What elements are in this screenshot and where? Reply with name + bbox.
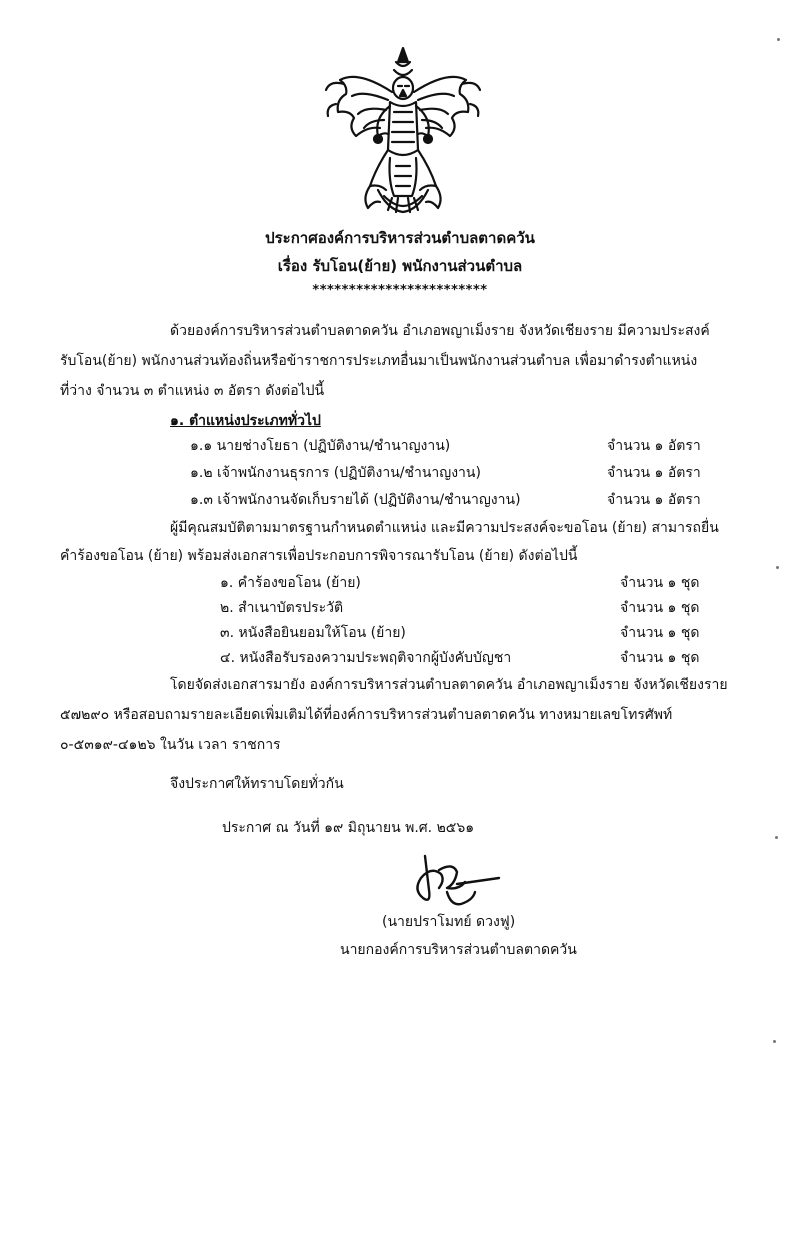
closing-statement: จึงประกาศให้ทราบโดยทั่วกัน xyxy=(170,776,344,792)
position-count: จำนวน ๑ อัตรา xyxy=(607,438,701,454)
announcement-subject: เรื่อง รับโอน(ย้าย) พนักงานส่วนตำบล xyxy=(277,257,523,275)
position-label: ๑.๒ เจ้าพนักงานธุรการ (ปฏิบัติงาน/ชำนาญงาน) xyxy=(190,465,481,481)
document-count: จำนวน ๑ ชุด xyxy=(620,600,700,616)
document-label: ๑. คำร้องขอโอน (ย้าย) xyxy=(220,575,361,591)
position-label: ๑.๑ นายช่างโยธา (ปฏิบัติงาน/ชำนาญงาน) xyxy=(190,438,451,454)
divider-stars: ************************ xyxy=(312,283,488,298)
document-label: ๓. หนังสือยินยอมให้โอน (ย้าย) xyxy=(220,625,406,641)
submission-line-2: ๕๗๒๙๐ หรือสอบถามรายละเอียดเพิ่มเติมได้ที่องค์การบริหารส่วนตำบลตาดควัน ทางหมายเลขโทรศัพท์ xyxy=(60,707,673,723)
position-count: จำนวน ๑ อัตรา xyxy=(607,465,701,481)
document-count: จำนวน ๑ ชุด xyxy=(620,625,700,641)
intro-line-3: ที่ว่าง จำนวน ๓ ตำแหน่ง ๓ อัตรา ดังต่อไปนี้ xyxy=(60,383,325,399)
position-count: จำนวน ๑ อัตรา xyxy=(607,492,701,508)
scan-speck xyxy=(776,566,779,569)
signatory-title: นายกองค์การบริหารส่วนตำบลตาดควัน xyxy=(340,942,577,958)
signature-mark xyxy=(395,848,505,918)
announcement-title: ประกาศองค์การบริหารส่วนตำบลตาดควัน xyxy=(265,229,535,247)
submission-line-1: โดยจัดส่งเอกสารมายัง องค์การบริหารส่วนตำบลตาดควัน อำเภอพญาเม็งราย จังหวัดเชียงราย xyxy=(170,677,728,693)
submission-line-3: ๐-๕๓๑๙-๔๑๒๖ ในวัน เวลา ราชการ xyxy=(60,737,281,753)
position-label: ๑.๓ เจ้าพนักงานจัดเก็บรายได้ (ปฏิบัติงาน/ชำนาญงาน) xyxy=(190,492,521,508)
announcement-date: ประกาศ ณ วันที่ ๑๙ มิถุนายน พ.ศ. ๒๕๖๑ xyxy=(222,820,475,836)
document-label: ๔. หนังสือรับรองความประพฤติจากผู้บังคับบัญชา xyxy=(220,650,512,666)
intro-line-1: ด้วยองค์การบริหารส่วนตำบลตาดควัน อำเภอพญาเม็งราย จังหวัดเชียงราย มีความประสงค์ xyxy=(170,323,710,339)
document-label: ๒. สำเนาบัตรประวัติ xyxy=(220,600,344,616)
document-count: จำนวน ๑ ชุด xyxy=(620,575,700,591)
scan-speck xyxy=(773,1040,776,1043)
signatory-name: (นายปราโมทย์ ดวงฟู) xyxy=(382,914,516,930)
section-heading-general: ๑. ตำแหน่งประเภททั่วไป xyxy=(170,413,321,429)
scan-speck xyxy=(775,836,778,839)
scan-speck xyxy=(777,38,780,41)
garuda-emblem-icon xyxy=(318,40,488,220)
document-count: จำนวน ๑ ชุด xyxy=(620,650,700,666)
intro-line-2: รับโอน(ย้าย) พนักงานส่วนท้องถิ่นหรือข้าราชการประเภทอื่นมาเป็นพนักงานส่วนตำบล เพื่อมาดำรงตำแหน่ง xyxy=(60,353,698,369)
requirements-line-2: คำร้องขอโอน (ย้าย) พร้อมส่งเอกสารเพื่อประกอบการพิจารณารับโอน (ย้าย) ดังต่อไปนี้ xyxy=(60,548,578,564)
requirements-line-1: ผู้มีคุณสมบัติตามมาตรฐานกำหนดตำแหน่ง และมีความประสงค์จะขอโอน (ย้าย) สามารถยื่น xyxy=(170,520,719,536)
